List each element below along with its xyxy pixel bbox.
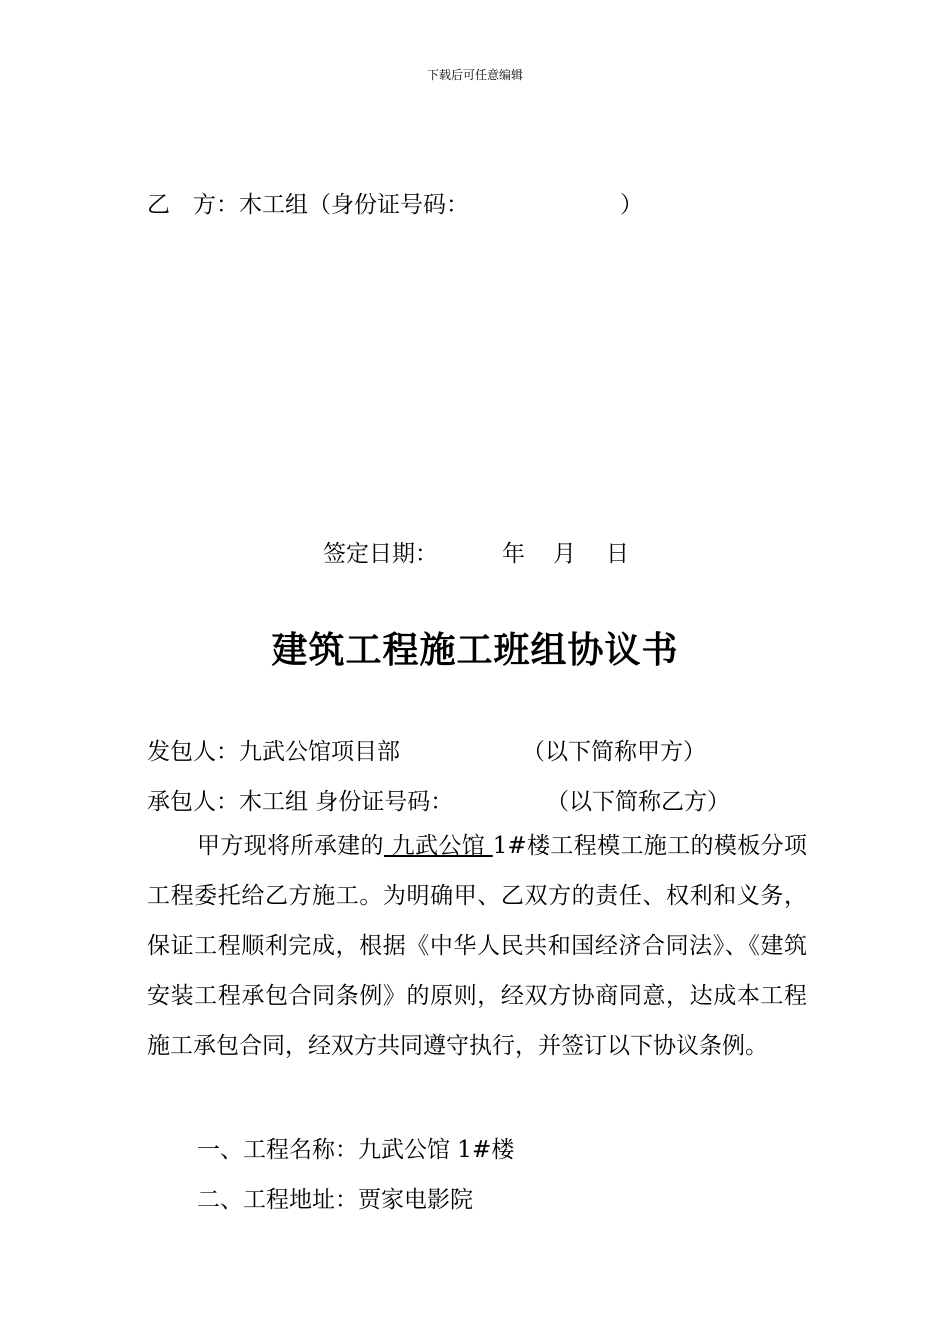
sign-date-month: 月: [553, 541, 576, 567]
contractor-label: 承包人：: [147, 789, 239, 815]
intro-before: 甲方现将所承建的: [197, 833, 384, 859]
intro-after: 1#楼工程模工施工的模板分项工程委托给乙方施工。为明确甲、乙双方的责任、权利和义务，保证工程顺利完成，根据《中华人民共和国经济合同法》、《建筑安装工程承包合同条例》的原则，经双方协商同意，达成本工程施工承包合同，经双方共同遵守执行，并签订以下协议条例。: [147, 833, 808, 1059]
sign-date-day: 日: [606, 541, 629, 567]
intro-paragraph: [147, 821, 807, 1071]
employer-value: 九武公馆项目部: [239, 739, 400, 765]
contractor-line: [147, 783, 453, 816]
page-header: 下载后可任意编辑: [426, 68, 523, 82]
item-label: 一、工程名称：: [197, 1137, 358, 1163]
item-project-name: [197, 1131, 514, 1164]
employer-line: [147, 733, 400, 766]
project-name-underlined: 九武公馆: [383, 833, 493, 859]
contractor-value: 木工组 身份证号码：: [239, 789, 454, 815]
contractor-note: （以下简称乙方）: [546, 789, 730, 815]
item-project-address: [197, 1181, 473, 1214]
employer-label: 发包人：: [147, 739, 239, 765]
item-value: 贾家电影院: [358, 1187, 473, 1213]
item-label: 二、工程地址：: [197, 1187, 358, 1213]
party-b-line: [147, 186, 469, 219]
sign-date-year: 年: [502, 541, 525, 567]
employer-note: （以下简称甲方）: [522, 739, 706, 765]
party-b-close: ）: [620, 192, 643, 218]
sign-date-label: 签定日期：: [323, 541, 438, 567]
party-b-label: 乙 方：: [147, 192, 239, 218]
document-title: 建筑工程施工班组协议书: [271, 629, 679, 671]
item-value: 九武公馆 1#楼: [358, 1137, 515, 1163]
party-b-text: 木工组（身份证号码：: [239, 192, 469, 218]
